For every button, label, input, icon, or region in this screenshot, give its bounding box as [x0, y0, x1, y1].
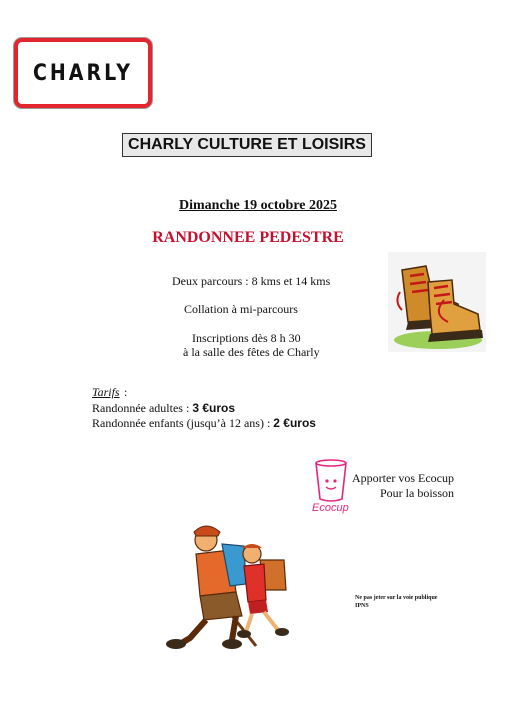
litter-note: Ne pas jeter sur la voie publique — [355, 595, 438, 601]
registration-time: Inscriptions dès 8 h 30 — [192, 331, 301, 345]
courses-info: Deux parcours : 8 kms et 14 kms — [172, 274, 331, 288]
hikers-illustration — [160, 520, 300, 652]
event-date: Dimanche 19 octobre 2025 — [179, 198, 337, 213]
event-title: RANDONNEE PEDESTRE — [152, 229, 344, 246]
town-sign-text: CHARLY — [32, 60, 134, 86]
adult-price-value: 3 €uros — [192, 401, 235, 415]
snack-info: Collation à mi-parcours — [184, 302, 298, 316]
registration-place: à la salle des fêtes de Charly — [183, 345, 320, 359]
ipns-note: IPNS — [355, 603, 369, 609]
ecocup-cup-icon — [313, 459, 349, 503]
town-sign — [14, 38, 152, 108]
tarifs-heading: Tarifs — [92, 385, 120, 399]
ecocup-line-1: Apporter vos Ecocup — [352, 471, 454, 485]
child-price-value: 2 €uros — [273, 416, 316, 430]
tarifs-colon: : — [124, 385, 128, 399]
ecocup-logo-text: Ecocup — [312, 502, 349, 514]
adult-price-label: Randonnée adultes : — [92, 401, 193, 415]
child-price-label: Randonnée enfants (jusqu’à 12 ans) : — [92, 416, 274, 430]
hiking-boots-icon — [388, 252, 486, 352]
child-price-line — [92, 416, 316, 431]
ecocup-line-2: Pour la boisson — [380, 486, 455, 500]
organizer-title: CHARLY CULTURE ET LOISIRS — [122, 133, 372, 157]
adult-price-line — [92, 401, 235, 416]
